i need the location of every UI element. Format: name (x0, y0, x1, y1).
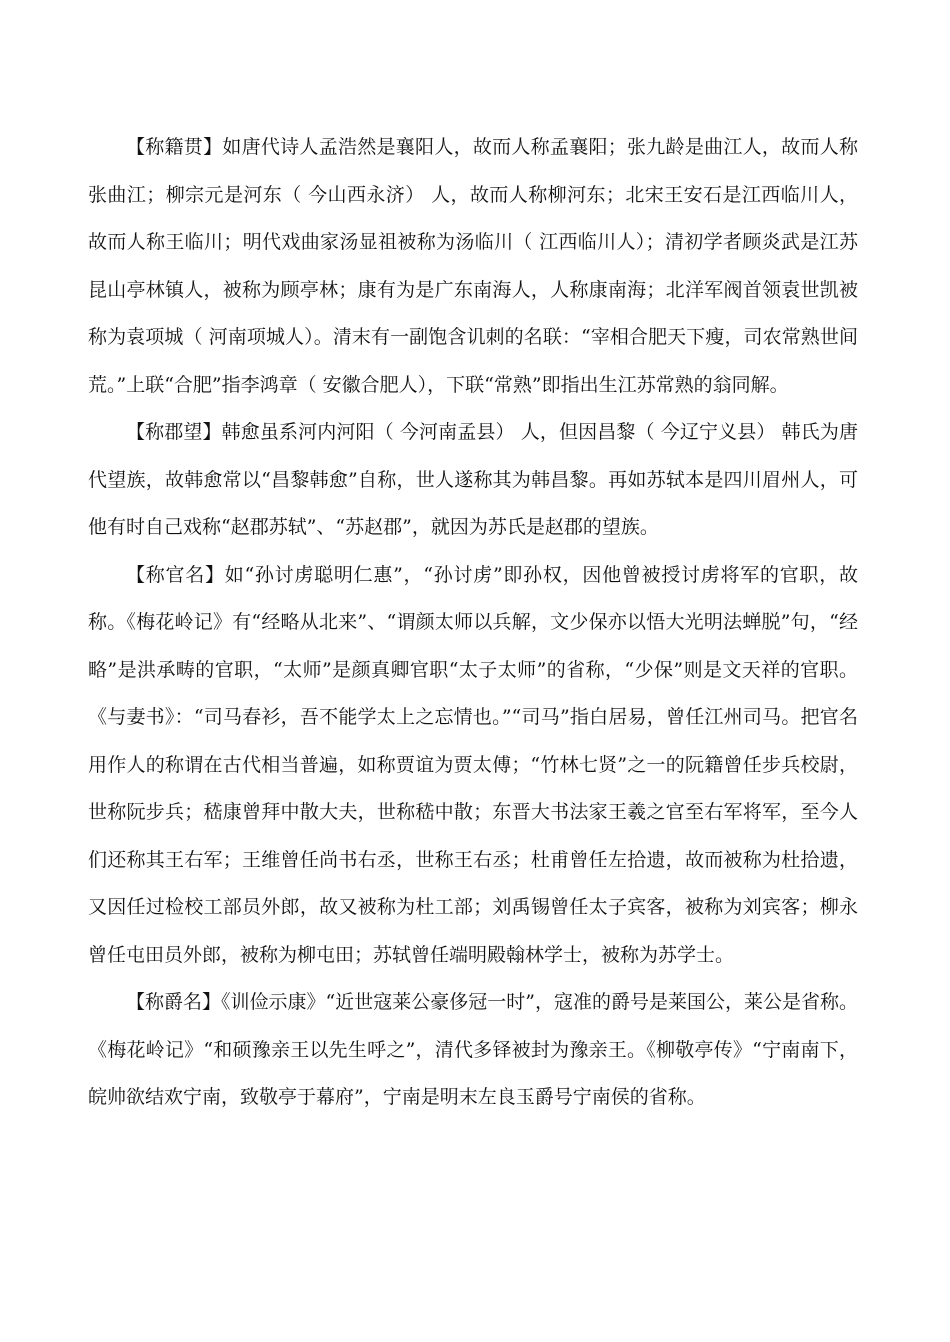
paragraph-prefecture: 【称郡望】韩愈虽系河内河阳（ 今河南孟县） 人，但因昌黎（ 今辽宁义县） 韩氏为唐代望族，故韩愈常以“昌黎韩愈”自称，世人遂称其为韩昌黎。再如苏轼本是四川眉州人，可他有时自己戏称“赵郡苏轼”、“苏赵郡”，就因为苏氏是赵郡的望族。 (88, 421, 858, 538)
document-body (88, 124, 858, 1122)
paragraph-native-place: 【称籍贯】如唐代诗人孟浩然是襄阳人，故而人称孟襄阳；张九龄是曲江人，故而人称张曲江；柳宗元是河东（ 今山西永济） 人，故而人称柳河东；北宋王安石是江西临川人，故而人称王临川；明代戏曲家汤显祖被称为汤临川（ 江西临川人）；清初学者顾炎武是江苏昆山亭林镇人，被称为顾亭林；康有为是广东南海人，人称康南海；北洋军阀首领袁世凯被称为袁项城（ 河南项城人）。清末有一副饱含讥刺的名联：“宰相合肥天下瘦，司农常熟世间荒。”上联“合肥”指李鸿章（ 安徽合肥人），下联“常熟”即指出生江苏常熟的翁同解。 (88, 136, 858, 396)
paragraph-official-title: 【称官名】如“孙讨虏聪明仁惠”，“孙讨虏”即孙权，因他曾被授讨虏将军的官职，故称。《梅花岭记》有“经略从北来”、“谓颜太师以兵解，文少保亦以悟大光明法蝉脱”句，“经略”是洪承畴的官职，“太师”是颜真卿官职“太子太师”的省称，“少保”则是文天祥的官职。《与妻书》：“司马春衫，吾不能学太上之忘情也。”“司马”指白居易，曾任江州司马。把官名用作人的称谓在古代相当普遍，如称贾谊为贾太傅；“竹林七贤”之一的阮籍曾任步兵校尉，世称阮步兵；嵇康曾拜中散大夫，世称嵇中散；东晋大书法家王羲之官至右军将军，至今人们还称其王右军；王维曾任尚书右丞，世称王右丞；杜甫曾任左拾遗，故而被称为杜拾遗，又因任过检校工部员外郎，故又被称为杜工部；刘禹锡曾任太子宾客，被称为刘宾客；柳永曾任屯田员外郎，被称为柳屯田；苏轼曾任端明殿翰林学士，被称为苏学士。 (88, 563, 858, 966)
paragraph-noble-title: 【称爵名】《训俭示康》“近世寇莱公豪侈冠一时”，寇准的爵号是莱国公，莱公是省称。《梅花岭记》“和硕豫亲王以先生呼之”，清代多铎被封为豫亲王。《柳敬亭传》“宁南南下，皖帅欲结欢宁南，致敬亭于幕府”，宁南是明末左良玉爵号宁南侯的省称。 (88, 991, 858, 1108)
